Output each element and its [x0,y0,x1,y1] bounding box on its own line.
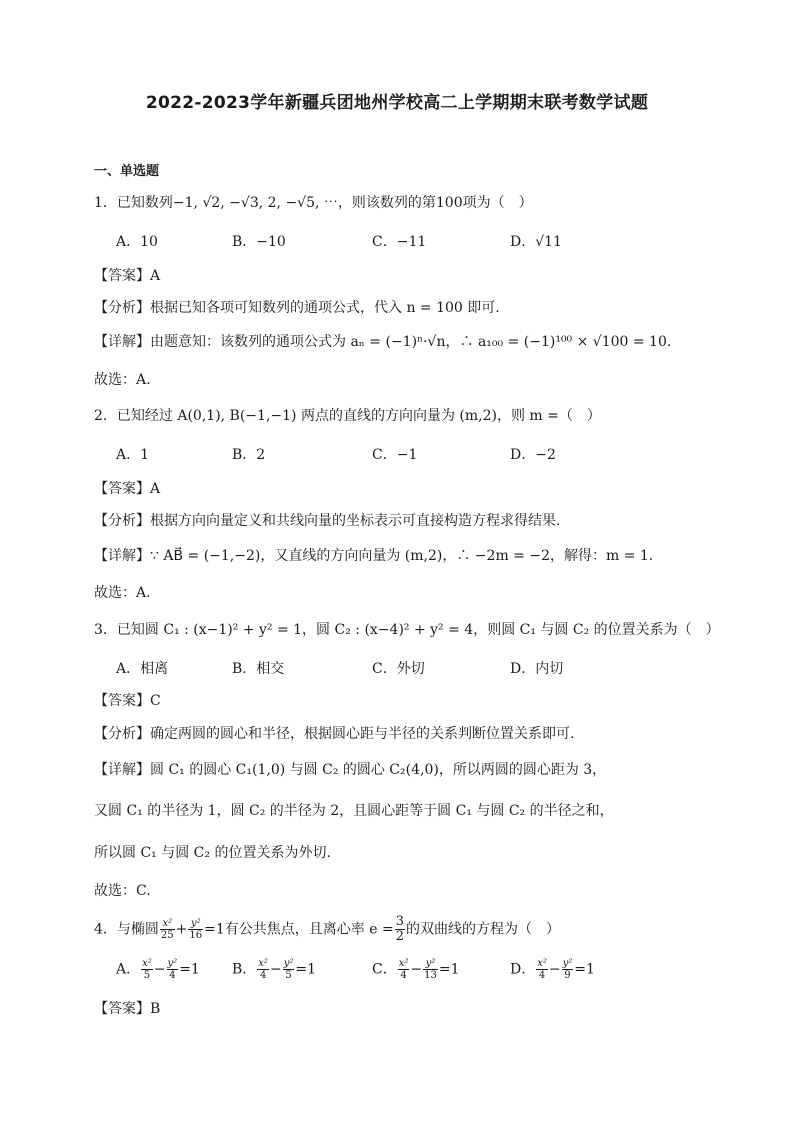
detail-tag: 【详解】 [94,334,150,350]
analysis-tag: 【分析】 [94,726,150,742]
option-y-denominator: 9 [564,970,571,981]
q2-option-d: D．−2 [510,447,556,463]
q2-conclusion: 故选：A. [94,585,151,601]
q1-option-a: A．10 [116,234,158,250]
option-x-denominator: 4 [538,970,546,981]
q2-detail [94,546,653,566]
question-1-text: 1．已知数列−1, √2, −√3, 2, −√5, ⋯，则该数列的第100项为（ ） [94,195,533,211]
e-denominator: 2 [395,929,404,944]
q1-analysis [94,298,500,318]
answer-tag: 【答案】 [94,481,150,497]
q2-option-b: B．2 [232,447,266,463]
analysis-text: 根据方向向量定义和共线向量的坐标表示可直接构造方程求得结果. [150,513,561,529]
answer-value: A [150,268,161,284]
answer-value: B [150,1001,161,1017]
option-x-denominator: 4 [259,970,267,981]
option-letter: C． [372,961,397,978]
detail-text: ∵ AB⃗ = (−1,−2)，又直线的方向向量为 (m,2)，∴ −2m = −2，解得：m = 1. [150,548,654,564]
option-x-denominator: 4 [400,970,407,981]
option-letter: D． [510,961,536,978]
analysis-text: 根据已知各项可知数列的通项公式，代入 n = 100 即可. [150,300,500,316]
e-numerator: 3 [395,914,404,929]
ellipse-y-term: $\frac{\text{y²}}{16}$ [189,918,203,941]
q3-analysis [94,724,574,744]
q2-analysis [94,511,560,531]
q3-option-d: D．内切 [510,661,564,677]
page-title: 2022-2023学年新疆兵团地州学校高二上学期期末联考数学试题 [145,93,649,113]
answer-tag: 【答案】 [94,268,150,284]
q2-answer [94,479,160,499]
q2-option-c: C．−1 [372,447,418,463]
q4-answer [94,999,160,1019]
q1-option-b: B．−10 [232,234,286,250]
analysis-tag: 【分析】 [94,513,150,529]
answer-tag: 【答案】 [94,1001,150,1017]
q2-option-a: A．1 [116,447,150,463]
answer-tag: 【答案】 [94,693,150,709]
option-x-denominator: 5 [143,970,151,981]
detail-text: 圆 C₁ 的圆心 C₁(1,0) 与圆 C₂ 的圆心 C₂(4,0)，所以两圆的圆心距为 3， [150,762,607,778]
answer-value: C [150,693,161,709]
q3-conclusion: 故选：C. [94,883,151,899]
detail-text: 由题意知：该数列的通项公式为 aₙ = (−1)ⁿ·√n，∴ a₁₀₀ = (−1)¹⁰⁰ × √100 = 10. [150,334,672,350]
q3-detail-line-2: 又圆 C₁ 的半径为 1，圆 C₂ 的半径为 2，且圆心距等于圆 C₁ 与圆 C₂ 的半径之和， [94,803,614,819]
q1-answer [94,266,160,286]
detail-tag: 【详解】 [94,762,150,778]
q3-answer [94,691,161,711]
q4-option-b: B． $\frac{\text{x²}}{4}$ − $\frac{\text{y²}}{5}$ =1 [232,958,316,981]
answer-value: A [150,481,161,497]
q4-text-prefix: 4．与椭圆 [94,921,159,938]
q1-conclusion: 故选：A. [94,372,151,388]
q4-option-c: C． $\frac{\text{x²}}{4}$ − $\frac{\text{y²}}{13}$ =1 [372,958,460,981]
q3-detail-line-3: 所以圆 C₁ 与圆 C₂ 的位置关系为外切. [94,845,331,861]
question-2-text: 2．已知经过 A(0,1), B(−1,−1) 两点的直线的方向向量为 (m,2)，则 m =（ ） [94,408,601,424]
option-y-denominator: 4 [169,970,176,981]
ellipse-y-denominator: 16 [189,930,203,941]
q1-option-d: D．√11 [510,234,562,250]
eccentricity-fraction [395,915,405,944]
option-letter: A． [116,961,141,978]
detail-tag: 【详解】 [94,548,150,564]
option-y-denominator: 5 [285,970,292,981]
q3-option-b: B．相交 [232,661,285,677]
q3-option-a: A．相离 [116,661,169,677]
ellipse-x-term: $\frac{\text{x²}}{25}$ [160,918,174,941]
section-heading: 一、单选题 [94,164,160,179]
q1-detail [94,332,671,352]
q4-option-a: A． $\frac{\text{x²}}{5}$ − $\frac{\text{y²}}{4}$ =1 [116,958,200,981]
question-3-text: 3．已知圆 C₁ : (x−1)² + y² = 1，圆 C₂ : (x−4)² + y² = 4，则圆 C₁ 与圆 C₂ 的位置关系为（ ） [94,622,720,638]
option-y-denominator: 13 [424,970,437,981]
q4-text-suffix: 的双曲线的方程为（ ） [405,921,560,938]
analysis-tag: 【分析】 [94,300,150,316]
q3-detail [94,760,606,780]
ellipse-x-denominator: 25 [160,930,174,941]
option-letter: B． [232,961,257,978]
q4-option-d: D． $\frac{\text{x²}}{4}$ − $\frac{\text{y²}}{9}$ =1 [510,958,595,981]
analysis-text: 确定两圆的圆心和半径，根据圆心距与半径的关系判断位置关系即可. [150,726,575,742]
q4-text-mid: 有公共焦点，且离心率 e = [224,921,394,938]
q3-option-c: C．外切 [372,661,425,677]
question-4-text: 4．与椭圆 $\frac{\text{x²}}{25}$ + $\frac{\text{y²}}{16}$ =1有公共焦点，且离心率 e = $\frac{3}{2}$ 的双曲线的方程为（ ） [94,914,560,944]
q1-option-c: C．−11 [372,234,427,250]
